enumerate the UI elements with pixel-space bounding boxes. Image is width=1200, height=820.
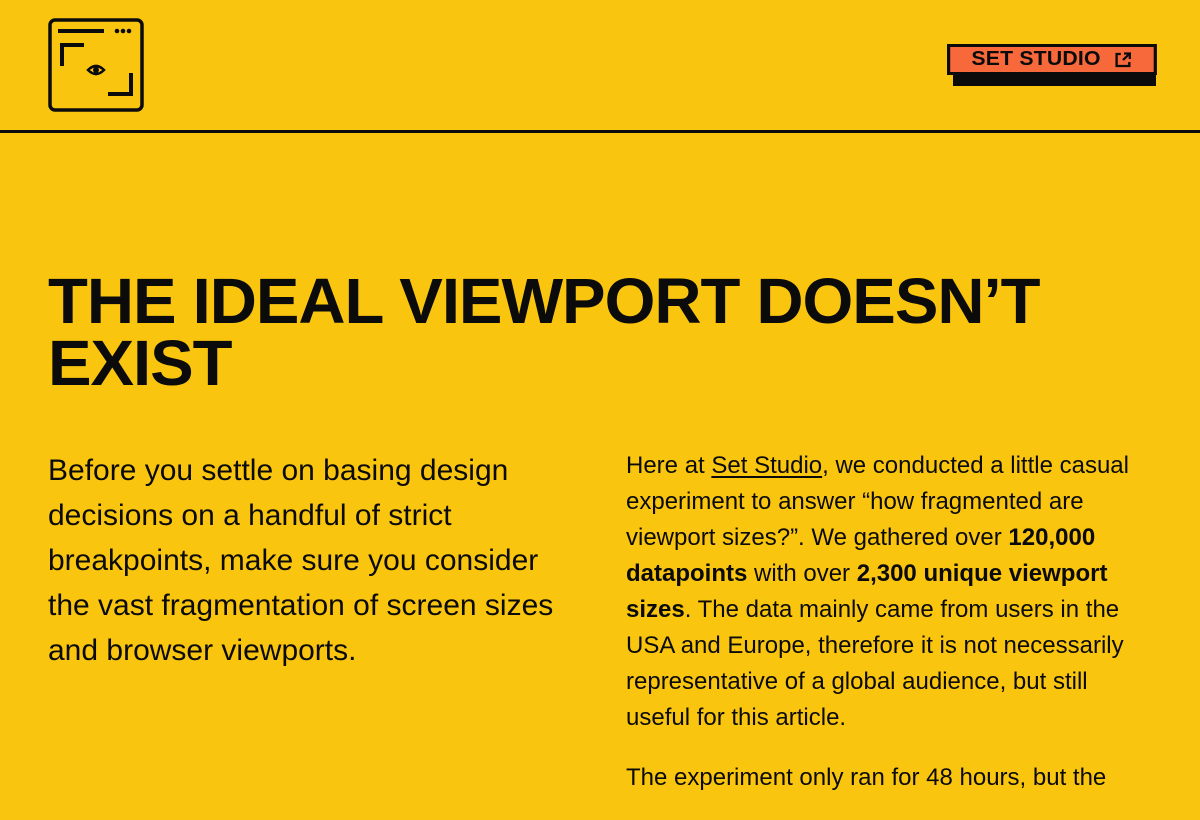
site-header xyxy=(0,0,1200,133)
text-segment: . The data mainly came from users in the USA and Europe, therefore it is not necessarily representative of a global audience, but still useful for this article. xyxy=(626,596,1124,731)
set-studio-button-wrap xyxy=(947,44,1145,75)
viewport-frame-eye-icon[interactable] xyxy=(48,18,144,112)
external-link-icon xyxy=(1113,51,1132,69)
set-studio-button-label: SET STUDIO xyxy=(971,48,1101,70)
text-segment: with over xyxy=(747,560,857,587)
unique-viewports-stat: 2,300 unique viewport sizes xyxy=(626,560,1108,623)
article-paragraph-2: The experiment only ran for 48 hours, but the xyxy=(626,764,1107,791)
lede-paragraph: Before you settle on basing design decisions on a handful of strict breakpoints, make sure you consider the vast fragmentation of screen sizes and browser viewports. xyxy=(48,454,554,667)
text-segment: Here at xyxy=(626,452,712,479)
page-title: THE IDEAL VIEWPORT DOESN’T EXIST xyxy=(48,265,1040,399)
datapoints-stat: 120,000 datapoints xyxy=(626,524,1096,587)
article-paragraph-1 xyxy=(626,448,1146,736)
set-studio-button[interactable] xyxy=(947,44,1157,75)
set-studio-link[interactable]: Set Studio xyxy=(711,452,823,479)
article-body xyxy=(626,448,1146,820)
text-segment: , we conducted a little casual experiment to answer “how fragmented are viewport sizes?”. We gathered over xyxy=(626,452,1129,551)
